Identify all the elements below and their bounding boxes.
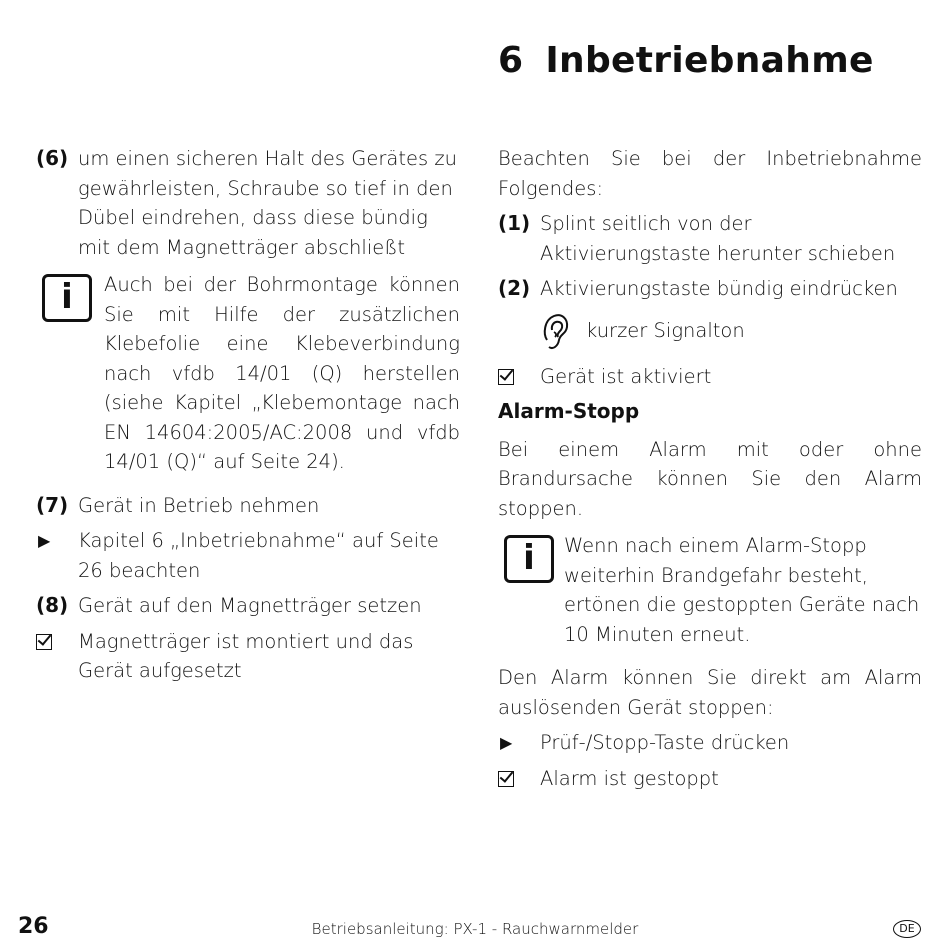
step-6 (36, 144, 460, 262)
paragraph-direct-stop: Den Alarm können Sie direkt am Alarm auslösenden Gerät stoppen: (498, 666, 922, 719)
page-number: 26 (18, 914, 49, 939)
bullet-item (36, 526, 460, 585)
footer-title: Betriebsanleitung: PX-1 - Rauchwarnmelder (311, 920, 639, 938)
bullet-item (498, 728, 922, 758)
chapter-title: Inbetriebnahme (545, 40, 874, 81)
info-text: Auch bei der Bohrmontage können Sie mit Hilfe der zusätzlichen Klebefolie eine Klebeverbindung nach vfdb 14/01 (Q) herstellen (siehe Kapitel „Klebemontage nach EN 14604:2005/AC:2008 und vfdb 14/01 (Q)“ auf Seite 24). (104, 273, 460, 473)
checkbox-checked-icon (36, 634, 52, 650)
result-item (498, 764, 922, 794)
arrow-right-icon: ▶ (500, 733, 513, 752)
info-icon: i (504, 535, 554, 583)
result-text: Alarm ist gestoppt (540, 766, 719, 790)
step-marker: (2) (498, 276, 531, 300)
step-text: Gerät in Betrieb nehmen (78, 493, 320, 517)
info-icon: i (42, 274, 92, 322)
result-text: Magnetträger ist montiert und das Gerät aufgesetzt (78, 629, 414, 682)
step-7 (36, 491, 460, 521)
signal-text: kurzer Signalton (586, 318, 745, 342)
step-marker: (8) (36, 593, 69, 617)
step-marker: (6) (36, 146, 69, 170)
step-marker: (7) (36, 492, 69, 517)
step-8 (36, 591, 460, 621)
result-item (498, 362, 922, 392)
arrow-right-icon: ▶ (38, 531, 51, 550)
right-column (498, 144, 922, 799)
language-badge: DE (893, 920, 921, 938)
ear-icon (540, 310, 570, 352)
step-text: Gerät auf den Magnetträger setzen (78, 594, 422, 617)
chapter-number: 6 (498, 40, 524, 81)
paragraph-alarm-stopp: Bei einem Alarm mit oder ohne Brandursache können Sie den Alarm stoppen. (498, 437, 922, 520)
result-text: Gerät ist aktiviert (540, 364, 712, 388)
step-2 (498, 274, 922, 304)
step-text: Aktivierungstaste bündig eindrücken (540, 277, 898, 300)
left-column (36, 144, 460, 692)
page-title (498, 40, 874, 81)
info-note-alarm-stopp (498, 531, 922, 649)
step-1 (498, 209, 922, 268)
checkbox-checked-icon (498, 369, 514, 385)
step-text: Splint seitlich von der Aktivierungstaste herunter schieben (540, 212, 896, 265)
section-heading: Alarm-Stopp (498, 399, 640, 423)
intro-paragraph: Beachten Sie bei der Inbetriebnahme Folgendes: (498, 147, 922, 200)
info-note-bohrmontage (36, 270, 460, 477)
info-text: Wenn nach einem Alarm-Stopp weiterhin Brandgefahr besteht, ertönen die gestoppten Geräte nach 10 Minuten erneut. (564, 534, 920, 646)
result-item (36, 627, 460, 686)
checkbox-checked-icon (498, 771, 514, 787)
step-marker: (1) (498, 211, 531, 235)
bullet-text: Prüf-/Stopp-Taste drücken (540, 731, 790, 754)
signal-row (540, 310, 922, 352)
bullet-text: Kapitel 6 „Inbetriebnahme“ auf Seite 26 beachten (78, 529, 439, 582)
step-text: um einen sicheren Halt des Gerätes zu gewährleisten, Schraube so tief in den Dübel eindrehen, dass diese bündig mit dem Magnetträger abschließt (78, 147, 457, 259)
